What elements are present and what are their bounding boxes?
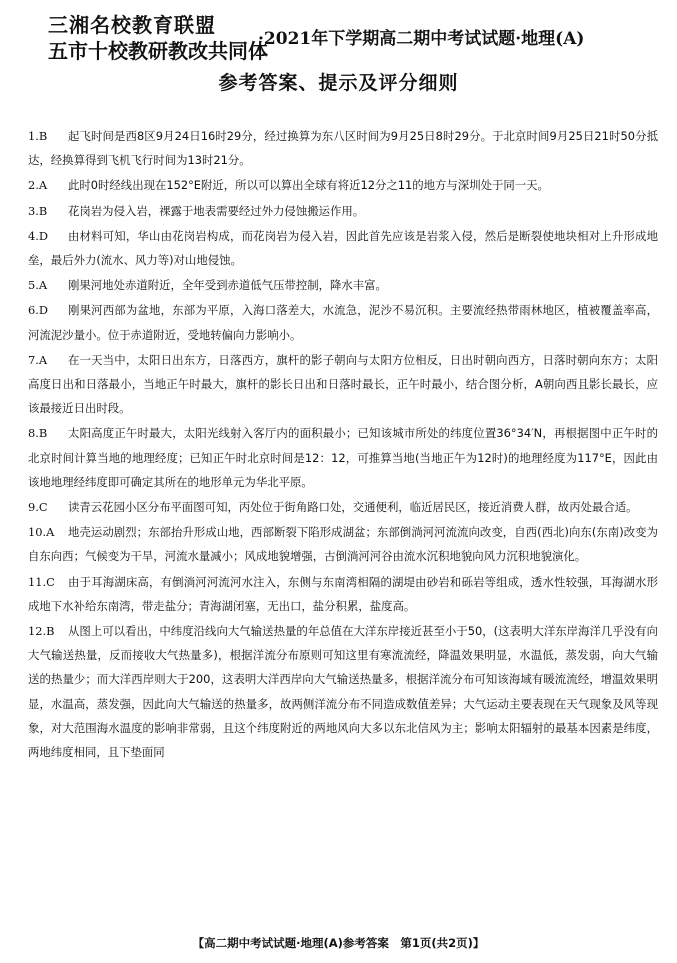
answer-item-12: [28, 619, 658, 764]
answer-label: 3.B: [28, 203, 48, 218]
answer-list: [28, 124, 658, 764]
answer-item-11: [28, 570, 658, 618]
answer-explanation: 刚果河西部为盆地，东部为平原，入海口落差大，水流急，泥沙不易沉积。主要流经热带雨林地区，植被覆盖率高，河流泥沙量小。位于赤道附近，受地转偏向力影响小。: [28, 303, 658, 342]
answer-label: 2.A: [28, 178, 48, 193]
answer-explanation: 从图上可以看出，中纬度沿线向大气输送热量的年总值在大洋东岸接近甚至小于50，(这表明大洋东岸海洋几乎没有向大气输送热量，反而接收大气热量多)，根据洋流分布原则可知这里有寒流流经，降温效果明显，水温低，蒸发弱，向大气输送的热量少；而大洋西岸则大于200，这表明大洋西岸向大气输送热量多，根据洋流分布可知该海域有暖流流经，增温效果明显，水温高，蒸发强，因此向大气输送的热量多，故两侧洋流分布不同造成数值差异；大气运动主要表现在天气现象及风等现象，对大范围海水温度的影响非常弱，且这个纬度附近的两地风向大多以东北信风为主；影响太阳辐射的最基本因素是纬度，两地纬度相同，且下垫面同: [28, 624, 658, 760]
answer-key-subtitle: 参考答案、提示及评分细则: [218, 72, 459, 94]
answer-label: 7.A: [28, 352, 48, 367]
answer-explanation: 此时0时经线出现在152°E附近，所以可以算出全球有将近12分之11的地方与深圳处于同一天。: [68, 178, 549, 193]
answer-label: 12.B: [28, 624, 55, 639]
school-union-name: [48, 12, 268, 64]
answer-item-1: [28, 124, 658, 172]
answer-explanation: 由于耳海湖床高，有倒淌河河流河水注入，东侧与东南湾相隔的湖堤由砂岩和砾岩等组成，透水性较强，耳海湖水形成地下水补给东南湾，带走盐分；青海湖闭塞，无出口，盐分积累，盐度高。: [28, 574, 658, 613]
exam-title: ·2021年下学期高二期中考试试题·地理(A): [258, 29, 585, 49]
answer-label: 4.D: [28, 228, 49, 243]
answer-item-2: [28, 173, 658, 197]
answer-label: 11.C: [28, 574, 55, 589]
answer-explanation: 读青云花园小区分布平面图可知，丙处位于街角路口处，交通便利，临近居民区，接近消费人群，故丙处最合适。: [68, 500, 638, 515]
answer-explanation: 由材料可知，华山由花岗岩构成，而花岗岩为侵入岩，因此首先应该是岩浆入侵，然后是断裂使地块相对上升形成地垒，最后外力(流水、风力等)对山地侵蚀。: [28, 228, 658, 268]
answer-explanation: 刚果河地处赤道附近，全年受到赤道低气压带控制，降水丰富。: [68, 278, 387, 293]
answer-explanation: 花岗岩为侵入岩，裸露于地表需要经过外力侵蚀搬运作用。: [68, 203, 365, 218]
answer-explanation: 太阳高度正午时最大，太阳光线射入客厅内的面积最小；已知该城市所处的纬度位置36°34′N，再根据图中正午时的北京时间计算当地的地理经度；已知正午时北京时间是12：12，可推算当地(当地正午为12时)的地理经度为117°E，因此由该地地理经纬度即可确定其所在的地形单元为华北平原。: [28, 426, 658, 489]
answer-label: 9.C: [28, 500, 48, 515]
answer-explanation: 地壳运动剧烈；东部抬升形成山地，西部断裂下陷形成湖盆；东部倒淌河河流流向改变，自西(西北)向东(东南)改变为自东向西；气候变为干旱，河流水量减小；风成地貌增强，古倒淌河河谷由流水沉积地貌向风力沉积地貌演化。: [28, 525, 658, 564]
answer-label: 6.D: [28, 303, 49, 318]
answer-item-7: [28, 348, 658, 421]
answer-item-10: [28, 520, 658, 568]
answer-item-9: [28, 495, 658, 519]
page-footer: 【高二期中考试试题·地理(A)参考答案 第1页(共2页)】: [192, 936, 485, 950]
union-line-1: 三湘名校教育联盟: [48, 13, 216, 37]
answer-explanation: 在一天当中，太阳日出东方，日落西方，旗杆的影子朝向与太阳方位相反，日出时朝向西方，日落时朝向东方；太阳高度日出和日落最小，当地正午时最大，旗杆的影长日出和日落时最长，正午时最小，结合图分析，A朝向西且影长最长，应该最接近日出时段。: [28, 352, 658, 416]
answer-label: 1.B: [28, 129, 48, 143]
answer-item-6: [28, 298, 658, 346]
union-line-2: 五市十校教研教改共同体: [48, 39, 268, 63]
answer-item-3: [28, 199, 658, 223]
answer-label: 10.A: [28, 525, 55, 540]
answer-item-5: [28, 273, 658, 297]
answer-label: 5.A: [28, 278, 48, 293]
answer-label: 8.B: [28, 426, 48, 441]
answer-item-8: [28, 421, 658, 494]
answer-explanation: 起飞时间是西8区9月24日16时29分，经过换算为东八区时间为9月25日8时29分。于北京时间9月25日21时50分抵达，经换算得到飞机飞行时间为13时21分。: [28, 129, 658, 168]
answer-item-4: [28, 224, 658, 272]
document-header: [0, 0, 677, 110]
